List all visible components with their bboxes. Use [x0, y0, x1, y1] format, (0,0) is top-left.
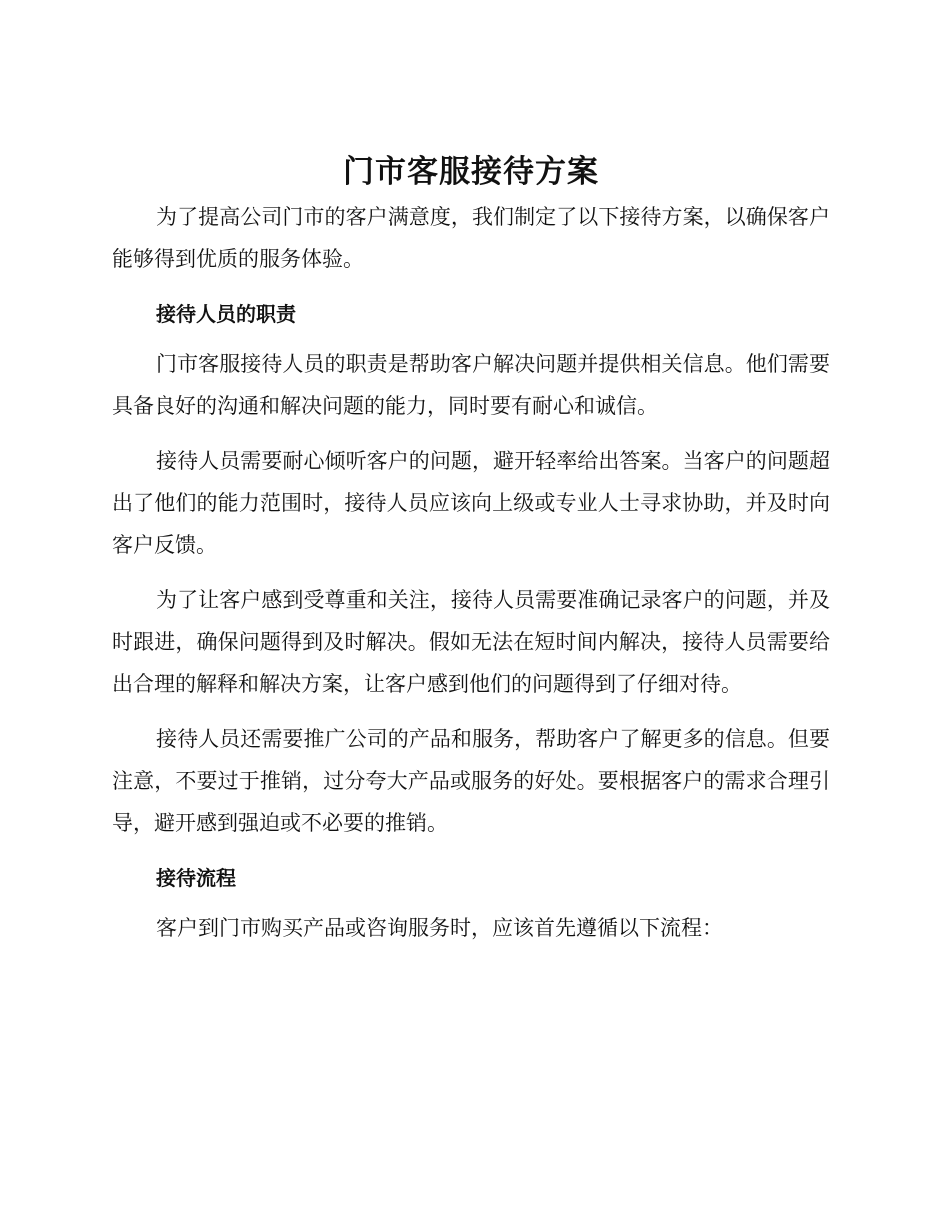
section-responsibilities: [112, 293, 830, 844]
section-heading: 接待人员的职责: [156, 302, 296, 326]
paragraph: 接待人员需要耐心倾听客户的问题，避开轻率给出答案。当客户的问题超出了他们的能力范围时，接待人员应该向上级或专业人士寻求协助，并及时向客户反馈。: [112, 449, 830, 557]
section-process: [112, 857, 830, 949]
intro-paragraph: 为了提高公司门市的客户满意度，我们制定了以下接待方案，以确保客户能够得到优质的服务体验。: [112, 205, 830, 271]
paragraph: 接待人员还需要推广公司的产品和服务，帮助客户了解更多的信息。但要注意，不要过于推销，过分夸大产品或服务的好处。要根据客户的需求合理引导，避开感到强迫或不必要的推销。: [112, 727, 830, 835]
paragraph: 客户到门市购买产品或咨询服务时，应该首先遵循以下流程：: [156, 916, 723, 940]
document-title: 门市客服接待方案: [343, 154, 599, 190]
paragraph: 门市客服接待人员的职责是帮助客户解决问题并提供相关信息。他们需要具备良好的沟通和解决问题的能力，同时要有耐心和诚信。: [112, 352, 830, 418]
document-page: [112, 148, 830, 962]
paragraph: 为了让客户感到受尊重和关注，接待人员需要准确记录客户的问题，并及时跟进，确保问题得到及时解决。假如无法在短时间内解决，接待人员需要给出合理的解释和解决方案，让客户感到他们的问题得到了仔细对待。: [112, 588, 830, 696]
section-heading: 接待流程: [156, 866, 236, 890]
